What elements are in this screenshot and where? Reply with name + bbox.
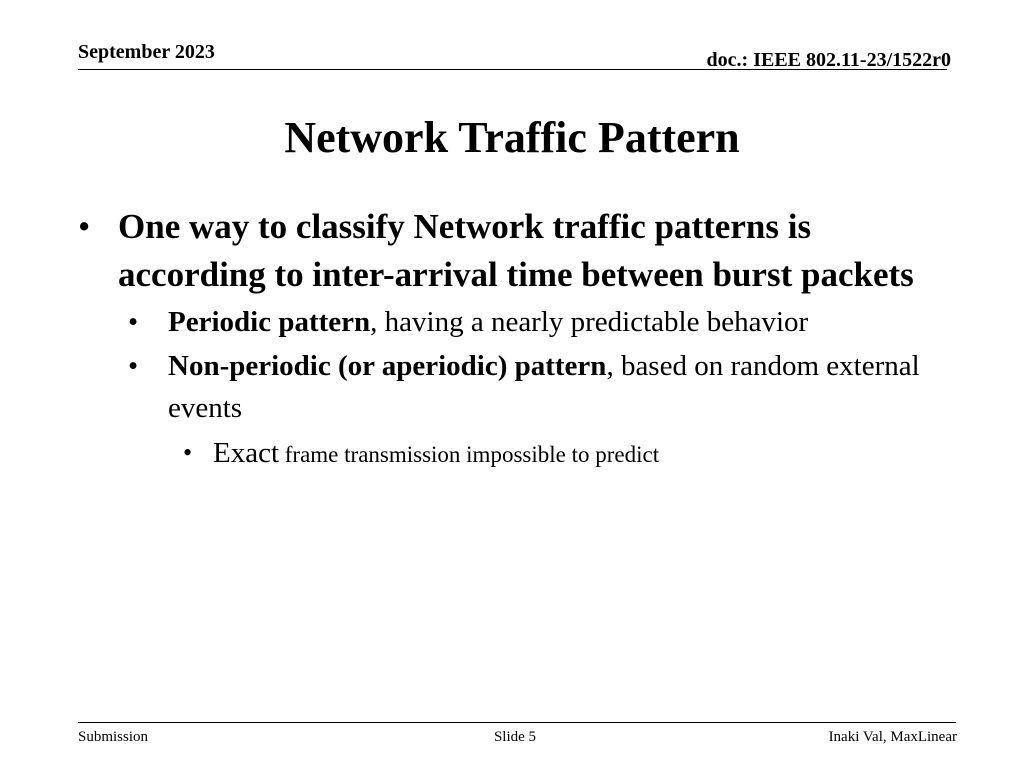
footer-slide-number: Slide 5 (493, 729, 537, 745)
header-doc-id: doc.: IEEE 802.11-23/1522r0 (706, 49, 951, 71)
bullet-level1-text: One way to classify Network traffic patterns is according to inter-arrival time between burst packets (118, 207, 914, 294)
footer-divider (78, 722, 956, 723)
bullet-marker: • (78, 207, 91, 246)
bullet-marker: • (183, 438, 193, 467)
bullet-marker: • (128, 306, 139, 338)
footer-author: Inaki Val, MaxLinear (828, 729, 957, 745)
periodic-term: Periodic pattern (168, 306, 371, 338)
slide-title: Network Traffic Pattern (284, 113, 740, 162)
bullet-level2-aperiodic (128, 345, 958, 429)
bullet-level1 (78, 203, 958, 299)
footer-submission: Submission (78, 729, 149, 745)
aperiodic-term: Non-periodic (or aperiodic) pattern (168, 350, 607, 382)
exact-description: frame transmission impossible to predict (279, 442, 660, 467)
header-date: September 2023 (78, 41, 215, 63)
aperiodic-description: , based on random external events (168, 350, 920, 424)
bullet-level3-exact (183, 431, 958, 480)
exact-word: Exact (213, 437, 280, 469)
periodic-description: , having a nearly predictable behavior (370, 306, 809, 338)
bullet-marker: • (128, 350, 139, 382)
header-divider (78, 69, 947, 70)
bullet-level2-periodic (128, 301, 958, 343)
slide-body (78, 203, 958, 480)
